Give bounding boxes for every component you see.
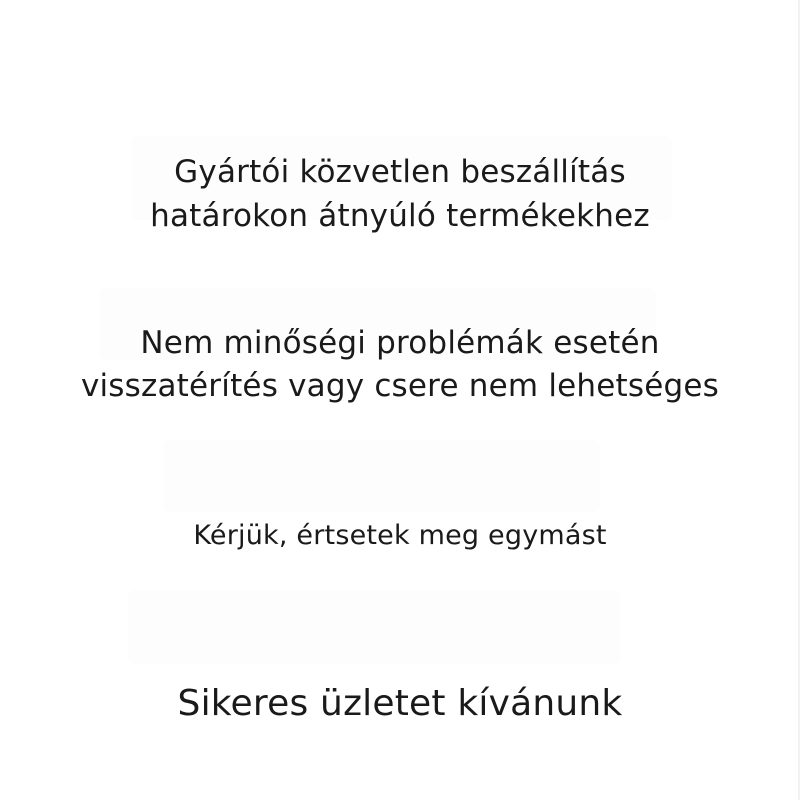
closing-wish-line: Sikeres üzletet kívánunk	[177, 683, 623, 724]
understanding-request	[0, 516, 800, 556]
return-policy-notice	[0, 322, 800, 408]
return-policy-line-2: visszatérítés vagy csere nem lehetséges	[80, 368, 720, 404]
closing-wish	[0, 680, 800, 728]
return-policy-line-1: Nem minőségi problémák esetén	[140, 325, 660, 361]
shipping-notice	[0, 150, 800, 238]
understanding-request-line: Kérjük, értsetek meg egymást	[193, 520, 607, 551]
shipping-notice-line-2: határokon átnyúló termékekhez	[150, 198, 650, 234]
notice-panel-4	[128, 590, 620, 664]
shipping-notice-line-1: Gyártói közvetlen beszállítás	[174, 154, 626, 190]
notice-panel-3	[164, 440, 600, 512]
